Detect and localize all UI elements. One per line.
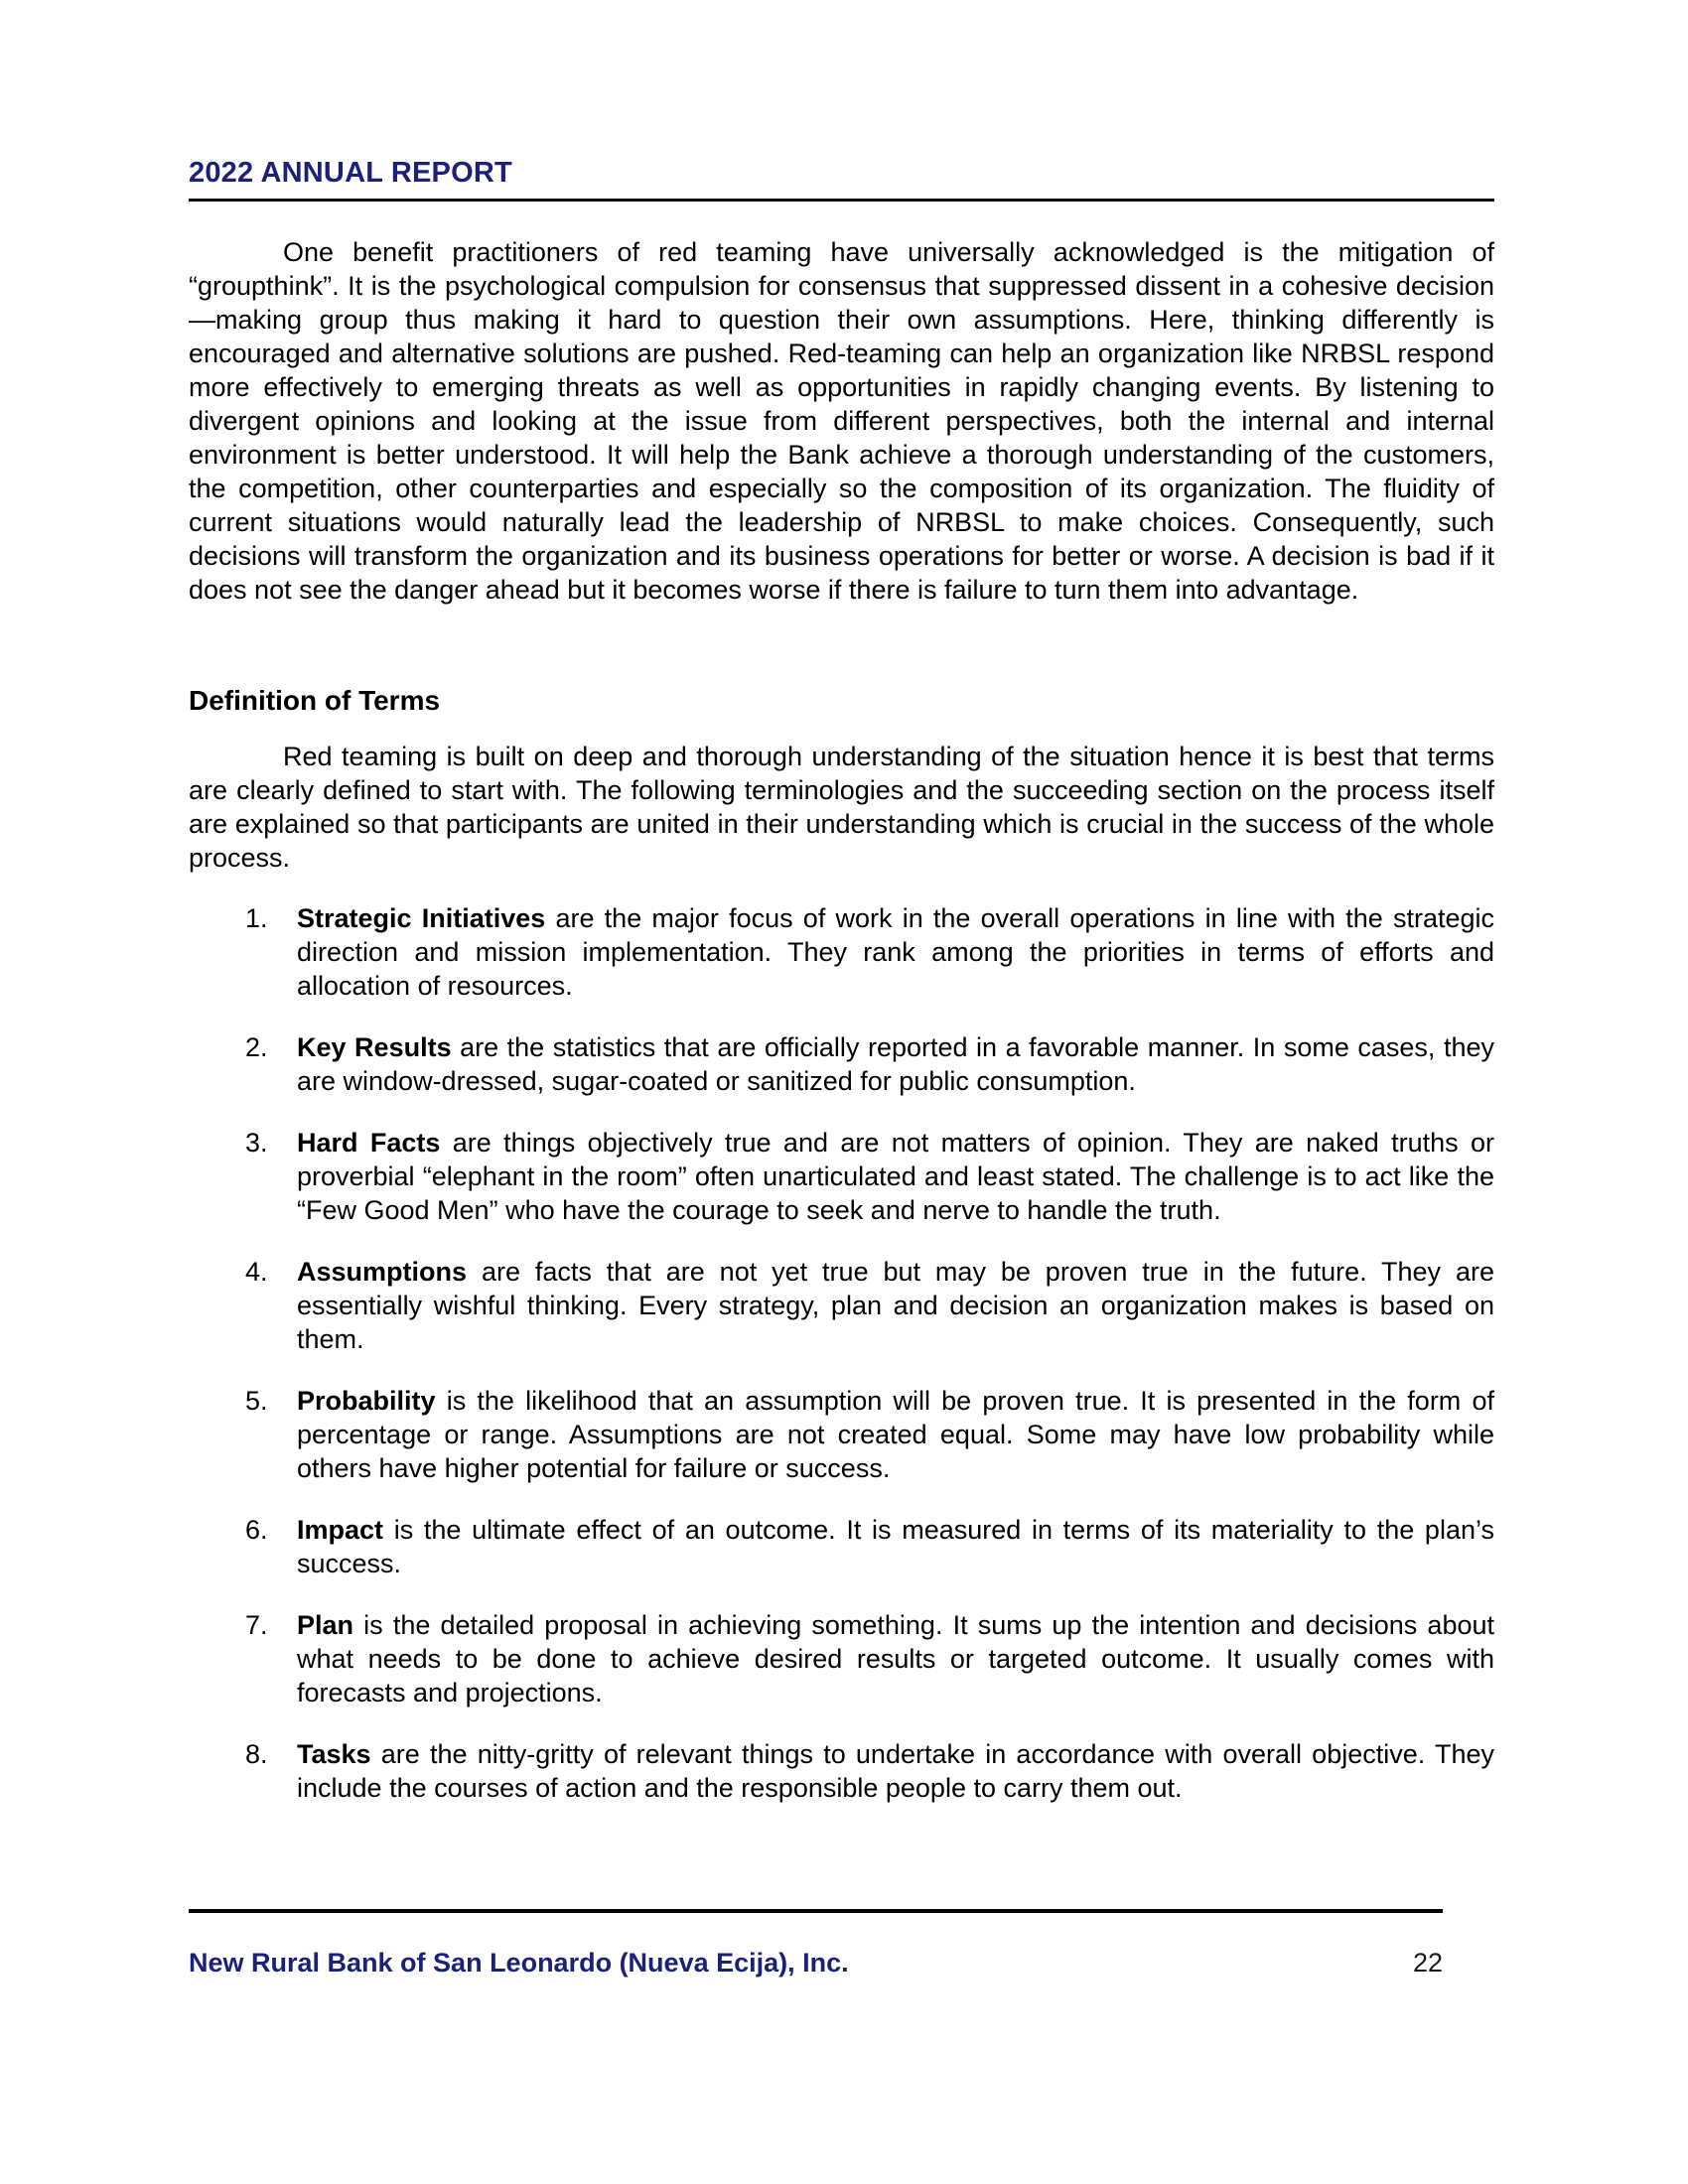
section-heading: Definition of Terms — [189, 685, 441, 716]
term-number: 2. — [245, 1032, 268, 1062]
term-item-hard-facts — [189, 1126, 1494, 1227]
term-text — [297, 1255, 1494, 1356]
definitions-intro-paragraph: Red teaming is built on deep and thorough understanding of the situation hence it is best that terms are clearly defined to start with. The following terminologies and the succeeding section on the process itself are explained so that participants are united in their understanding which is crucial in the success of the whole process. — [189, 742, 1494, 873]
header-rule — [189, 199, 1494, 202]
page-body — [0, 235, 1688, 1805]
term-item-strategic-initiatives — [189, 901, 1494, 1003]
report-title: 2022 ANNUAL REPORT — [189, 157, 512, 189]
term-text — [297, 1384, 1494, 1485]
term-definition: is the detailed proposal in achieving something. It sums up the intention and decisions about what needs to be done to achieve desired results or targeted outcome. It usually comes with forecasts and projections. — [297, 1610, 1494, 1707]
term-number: 7. — [245, 1610, 268, 1640]
term-number: 1. — [245, 903, 268, 933]
term-name: Impact — [297, 1515, 384, 1545]
term-definition: are things objectively true and are not matters of opinion. They are naked truths or proverbial “elephant in the room” often unarticulated and least stated. The challenge is to act like the “Few Good Men” who have the courage to seek and nerve to handle the truth. — [297, 1128, 1494, 1225]
term-item-plan — [189, 1608, 1494, 1709]
term-definition: are facts that are not yet true but may be proven true in the future. They are essentially wishful thinking. Every strategy, plan and decision an organization makes is based on them. — [297, 1257, 1494, 1354]
terms-list — [189, 901, 1494, 1805]
term-number: 5. — [245, 1386, 268, 1416]
intro-paragraph: One benefit practitioners of red teaming have universally acknowledged is the mitigation of “groupthink”. It is the psychological compulsion for consensus that suppressed dissent in a cohesive decision—making group thus making it hard to question their own assumptions. Here, thinking differently is encouraged and alternative solutions are pushed. Red-teaming can help an organization like NRBSL respond more effectively to emerging threats as well as opportunities in rapidly changing events. By listening to divergent opinions and looking at the issue from different perspectives, both the internal and internal environment is better understood. It will help the Bank achieve a thorough understanding of the customers, the competition, other counterparties and especially so the composition of its organization. The fluidity of current situations would naturally lead the leadership of NRBSL to make choices. Consequently, such decisions will transform the organization and its business operations for better or worse. A decision is bad if it does not see the danger ahead but it becomes worse if there is failure to turn them into advantage. — [189, 237, 1494, 605]
footer-rule — [189, 1909, 1443, 1913]
page-number: 22 — [1412, 1948, 1443, 1978]
term-number: 4. — [245, 1257, 268, 1287]
term-name: Assumptions — [297, 1257, 468, 1287]
term-item-assumptions — [189, 1255, 1494, 1356]
term-text — [297, 1608, 1494, 1709]
term-name: Probability — [297, 1386, 436, 1416]
term-text — [297, 901, 1494, 1003]
term-name: Plan — [297, 1610, 354, 1640]
page-header — [0, 0, 1688, 202]
term-number: 8. — [245, 1739, 268, 1769]
term-definition: are the statistics that are officially reported in a favorable manner. In some cases, they are window-dressed, sugar-coated or sanitized for public consumption. — [297, 1032, 1494, 1096]
term-name: Tasks — [297, 1739, 371, 1769]
footer-row — [189, 1948, 1443, 1979]
term-definition: is the likelihood that an assumption will be proven true. It is presented in the form of percentage or range. Assumptions are not created equal. Some may have low probability while others have higher potential for failure or success. — [297, 1386, 1494, 1483]
term-text — [297, 1737, 1494, 1805]
term-item-tasks — [189, 1737, 1494, 1805]
term-text — [297, 1513, 1494, 1580]
term-item-impact — [189, 1513, 1494, 1580]
term-name: Key Results — [297, 1032, 452, 1062]
term-definition: is the ultimate effect of an outcome. It is measured in terms of its materiality to the plan’s success. — [297, 1515, 1494, 1578]
term-definition: are the nitty-gritty of relevant things to undertake in accordance with overall objective. They include the courses of action and the responsible people to carry them out. — [297, 1739, 1494, 1803]
footer-bank-name: New Rural Bank of San Leonardo (Nueva Ecija), Inc. — [189, 1948, 849, 1978]
term-name: Hard Facts — [297, 1128, 441, 1158]
term-item-probability — [189, 1384, 1494, 1485]
term-item-key-results — [189, 1030, 1494, 1098]
term-definition: are the major focus of work in the overall operations in line with the strategic direction and mission implementation. They rank among the priorities in terms of efforts and allocation of resources. — [297, 903, 1494, 1001]
term-text — [297, 1030, 1494, 1098]
term-number: 3. — [245, 1128, 268, 1158]
term-name: Strategic Initiatives — [297, 903, 546, 933]
term-text — [297, 1126, 1494, 1227]
term-number: 6. — [245, 1515, 268, 1545]
